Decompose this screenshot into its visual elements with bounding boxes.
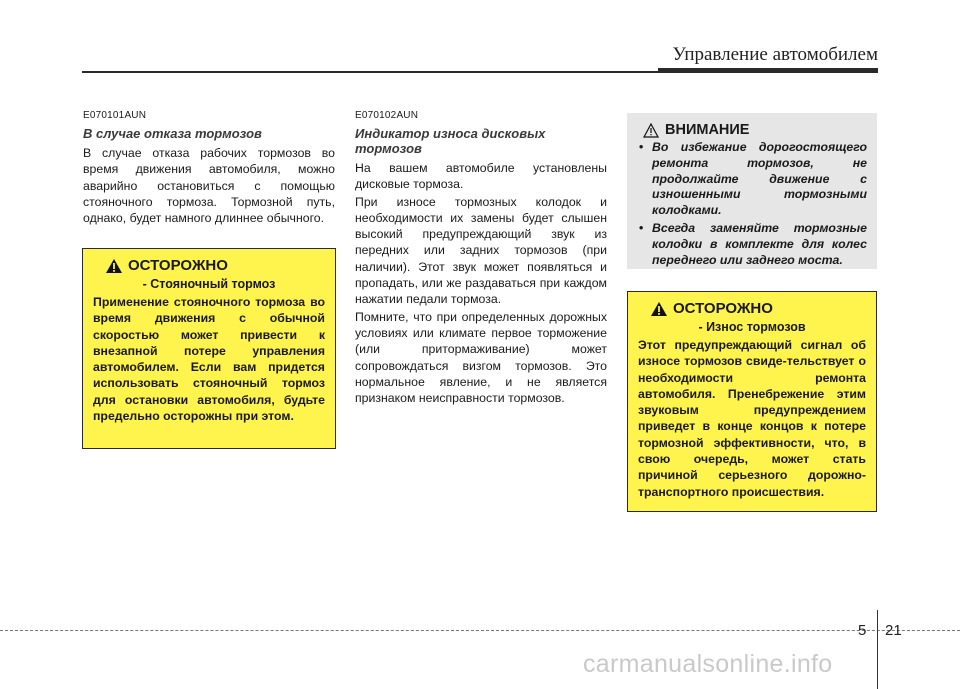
section-code: E070101AUN	[83, 110, 147, 121]
warning-subtitle: - Износ тормозов	[698, 320, 806, 334]
section-text-2: При износе тормозных колодок и необходимости их замены будет слышен высокий предупреждающий звук из передних или задних тормозов (при наличии). Этот звук может появляться и пропадать, или же раздаваться при каждом нажатии педали тормоза.	[355, 194, 607, 307]
section-text-1: На вашем автомобиле установлены дисковые тормоза.	[355, 161, 607, 192]
caution-item	[637, 140, 867, 219]
warning-body: Применение стояночного тормоза во время движения с обычной скоростью может привести к внезапной потере управления автомобилем. Если вам придется использовать стояночный тормоз для остановки автомобиля, будьте предельно осторожны при этом.	[93, 295, 325, 424]
warning-header	[650, 300, 866, 317]
warning-box-parking-brake	[82, 248, 336, 449]
warning-body: Этот предупреждающий сигнал об износе тормозов свиде-тельствует о необходимости ремонта автомобиля. Пренебрежение этим звуковым предупреждением приведет в конце концов к потере тормозной эффективности, что, в свою очередь, может стать причиной серьезного дорожно-транспортного происшествия.	[638, 338, 866, 499]
bullet-icon: •	[639, 140, 644, 154]
page-header-title: Управление автомобилем	[672, 44, 878, 65]
warning-triangle-icon	[650, 301, 668, 317]
caution-item	[637, 221, 867, 268]
column-brake-wear-indicator	[355, 110, 607, 406]
caution-header	[643, 122, 867, 138]
footer-dashed-rule	[0, 630, 960, 631]
section-title: В случае отказа тормозов	[83, 126, 262, 141]
chapter-number: 5	[858, 622, 867, 639]
section-text: В случае отказа рабочих тормозов во время движения автомобиля, можно аварийно остановиться с помощью стояночного тормоза. Тормозной путь, однако, будет намного длиннее обычного.	[83, 146, 335, 226]
warning-box-brake-wear	[627, 291, 877, 512]
warning-subtitle: - Стояночный тормоз	[142, 277, 276, 291]
caution-item-text: Во избежание дорогостоящего ремонта тормозов, не продолжайте движение с изношенными тормозными колодками.	[652, 140, 867, 218]
watermark: carmanualsonline.info	[583, 650, 833, 678]
page-number: 21	[885, 622, 902, 639]
caution-box	[627, 113, 877, 269]
caution-title: ВНИМАНИЕ	[665, 122, 750, 138]
caution-item-text: Всегда заменяйте тормозные колодки в комплекте для колес переднего или заднего моста.	[652, 220, 867, 267]
section-code: E070102AUN	[355, 110, 419, 121]
header-tab-bar	[658, 68, 878, 73]
column-brake-failure	[83, 110, 335, 226]
section-text-3: Помните, что при определенных дорожных условиях или климате первое торможение (или притормаживание) может сопровождаться визгом тормозов. Это нормальное явление, и не является признаком неисправности тормозов.	[355, 309, 607, 406]
caution-triangle-icon	[643, 123, 659, 138]
warning-triangle-icon	[105, 258, 123, 274]
page-number-separator	[877, 610, 878, 689]
warning-header	[105, 257, 325, 274]
bullet-icon: •	[639, 220, 644, 235]
section-title: Индикатор износа дисковых тормозов	[355, 126, 546, 156]
warning-title: ОСТОРОЖНО	[128, 257, 228, 274]
warning-title: ОСТОРОЖНО	[673, 300, 773, 317]
